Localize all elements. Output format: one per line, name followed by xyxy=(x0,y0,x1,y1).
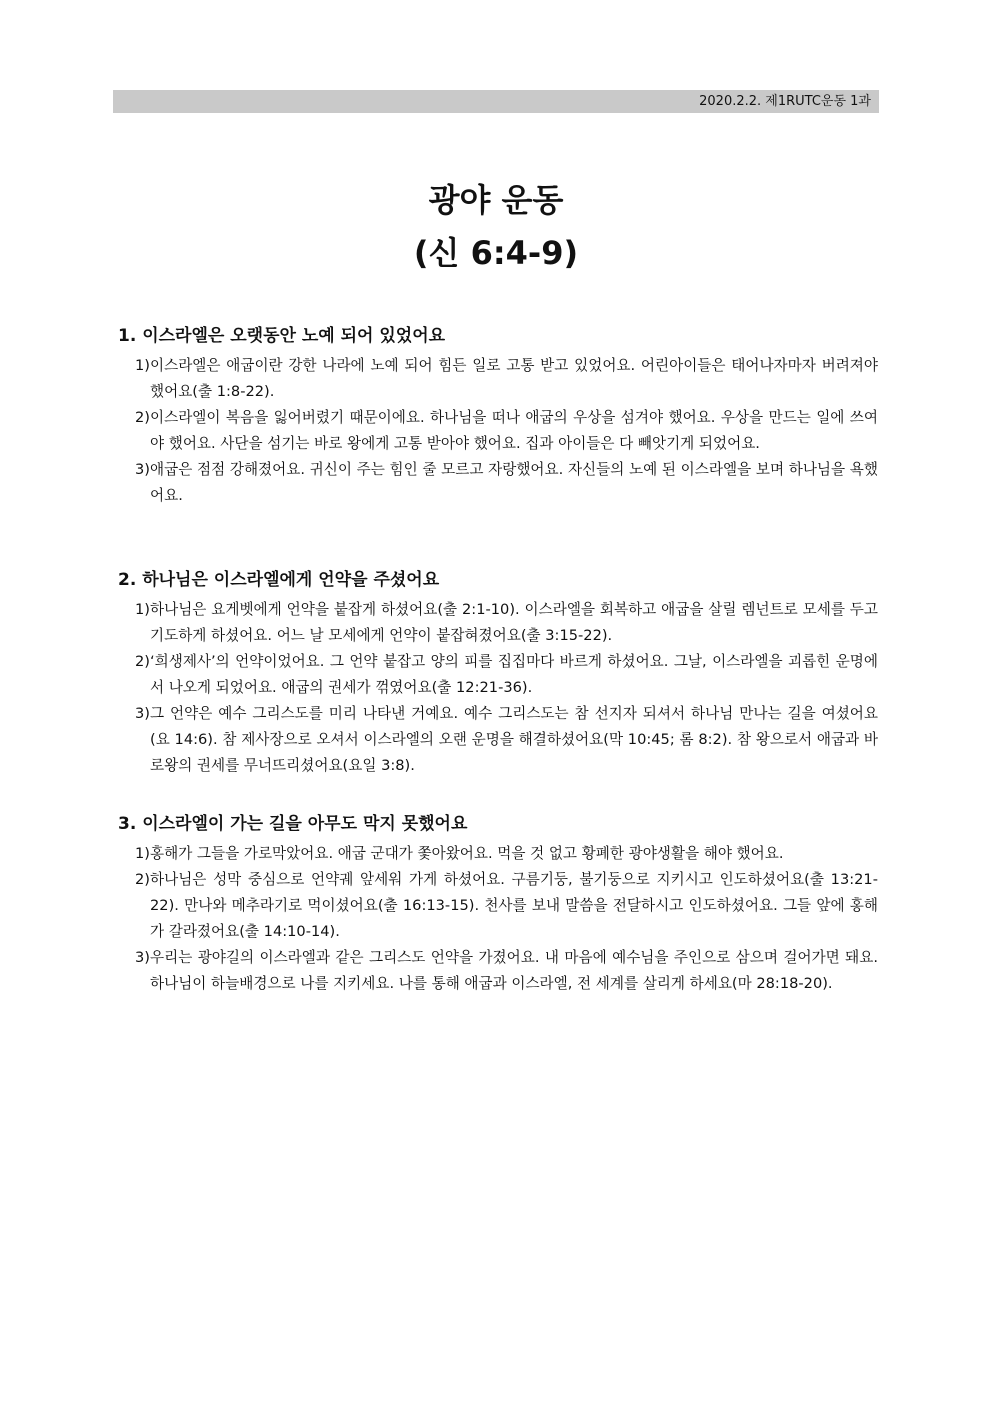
header-bar xyxy=(113,90,879,113)
item-text: 하나님은 요게벳에게 언약을 붙잡게 하셨어요(출 2:1-10). 이스라엘을 회복하고 애굽을 살릴 렘넌트로 모세를 두고 기도하게 하셨어요. 어느 날 모세에게 언약이 붙잡혀졌어요(출 3:15-22). xyxy=(150,601,878,644)
header-text: 2020.2.2. 제1RUTC운동 1과 xyxy=(699,94,871,109)
item-text: 이스라엘이 복음을 잃어버렸기 때문이에요. 하나님을 떠나 애굽의 우상을 섬겨야 했어요. 우상을 만드는 일에 쓰여야 했어요. 사단을 섬기는 바로 왕에게 고통 받아야 했어요. 집과 아이들은 다 빼앗기게 되었어요. xyxy=(150,409,878,452)
section-heading: 2. 하나님은 이스라엘에게 언약을 주셨어요 xyxy=(118,570,440,590)
section-1 xyxy=(118,325,878,509)
scripture-reference: (신 6:4-9) xyxy=(413,234,579,272)
item-number: 3) xyxy=(135,461,150,478)
item-number: 1) xyxy=(135,845,150,862)
item-number: 1) xyxy=(135,357,150,374)
item-text: 애굽은 점점 강해졌어요. 귀신이 주는 힘인 줄 모르고 자랑했어요. 자신들의 노예 된 이스라엘을 보며 하나님을 욕했어요. xyxy=(150,461,878,504)
section-heading: 3. 이스라엘이 가는 길을 아무도 막지 못했어요 xyxy=(118,814,468,834)
list-item xyxy=(118,701,878,779)
item-number: 3) xyxy=(135,705,150,722)
page-title: 광야 운동 xyxy=(428,181,564,219)
list-item xyxy=(118,945,878,997)
item-number: 2) xyxy=(135,409,150,426)
list-item xyxy=(118,867,878,945)
item-text: 우리는 광야길의 이스라엘과 같은 그리스도 언약을 가졌어요. 내 마음에 예수님을 주인으로 삼으며 걸어가면 돼요. 하나님이 하늘배경으로 나를 지키세요. 나를 통해 애굽과 이스라엘, 전 세계를 살리게 하세요(마 28:18-20). xyxy=(150,949,878,992)
section-heading: 1. 이스라엘은 오랫동안 노예 되어 있었어요 xyxy=(118,326,446,346)
item-number: 3) xyxy=(135,949,150,966)
list-item xyxy=(118,841,878,867)
item-number: 1) xyxy=(135,601,150,618)
item-text: 그 언약은 예수 그리스도를 미리 나타낸 거예요. 예수 그리스도는 참 선지자 되셔서 하나님 만나는 길을 여셨어요(요 14:6). 참 제사장으로 오셔서 이스라엘의 오랜 운명을 해결하셨어요(막 10:45; 롬 8:2). 참 왕으로서 애굽과 바로왕의 권세를 무너뜨리셨어요(요일 3:8). xyxy=(150,705,878,774)
item-text: 홍해가 그들을 가로막았어요. 애굽 군대가 쫓아왔어요. 먹을 것 없고 황폐한 광야생활을 해야 했어요. xyxy=(150,845,784,862)
list-item xyxy=(118,457,878,509)
item-text: ‘희생제사’의 언약이었어요. 그 언약 붙잡고 양의 피를 집집마다 바르게 하셨어요. 그날, 이스라엘을 괴롭힌 운명에서 나오게 되었어요. 애굽의 권세가 꺾였어요(출 12:21-36). xyxy=(150,653,878,696)
item-text: 하나님은 성막 중심으로 언약궤 앞세워 가게 하셨어요. 구름기둥, 불기둥으로 지키시고 인도하셨어요(출 13:21-22). 만나와 메추라기로 먹이셨어요(출 16:13-15). 천사를 보내 말씀을 전달하시고 인도하셨어요. 그들 앞에 홍해가 갈라졌어요(출 14:10-14). xyxy=(150,871,878,940)
list-item xyxy=(118,405,878,457)
section-2 xyxy=(118,569,878,779)
section-3 xyxy=(118,813,878,997)
item-number: 2) xyxy=(135,653,150,670)
list-item xyxy=(118,649,878,701)
list-item xyxy=(118,353,878,405)
item-number: 2) xyxy=(135,871,150,888)
list-item xyxy=(118,597,878,649)
item-text: 이스라엘은 애굽이란 강한 나라에 노예 되어 힘든 일로 고통 받고 있었어요. 어린아이들은 태어나자마자 버려져야 했어요(출 1:8-22). xyxy=(150,357,878,400)
